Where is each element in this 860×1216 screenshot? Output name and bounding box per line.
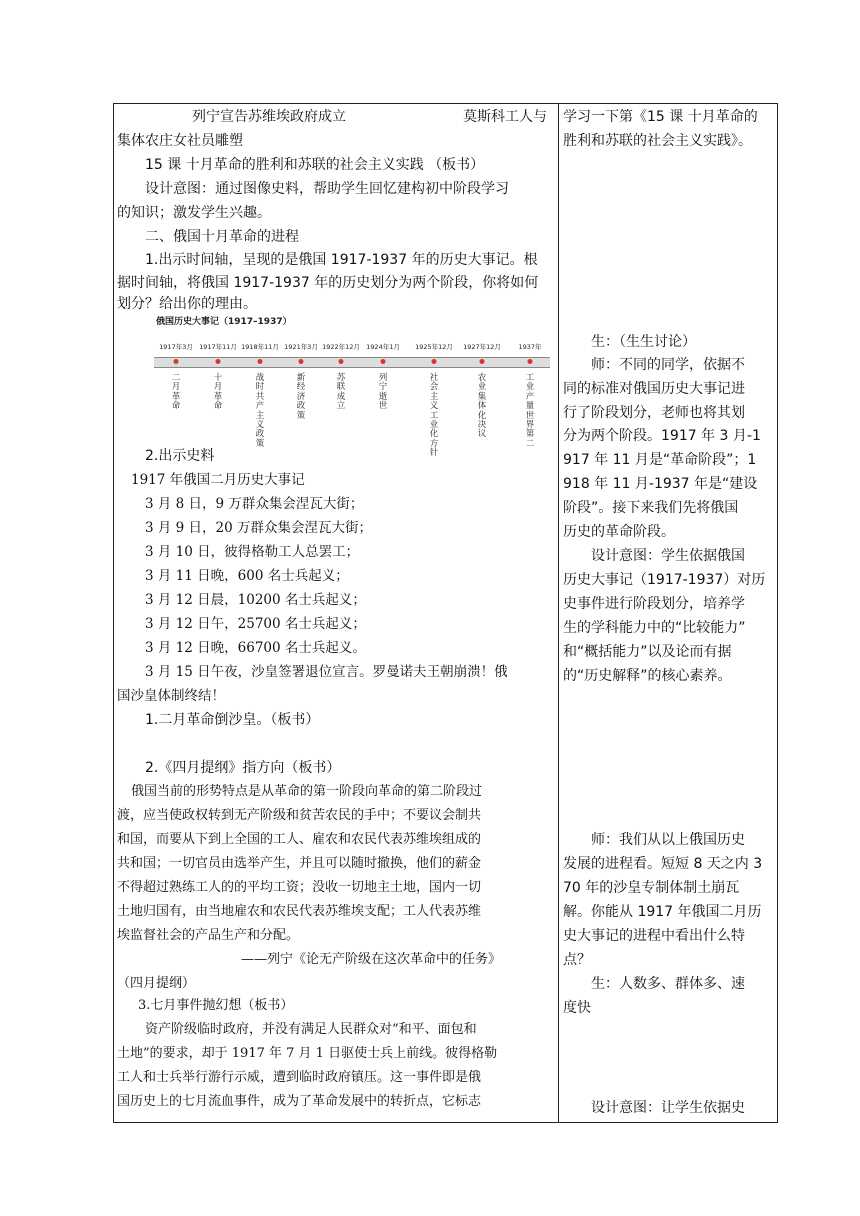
lesson-title: 15 课 十月革命的胜利和苏联的社会主义实践 （板书） <box>145 157 485 173</box>
timeline-year-label: 1921年3月 <box>284 343 318 351</box>
text-line: 发展的进程看。短短 8 天之内 3 <box>563 856 763 872</box>
text-line: 1.出示时间轴，呈现的是俄国 1917-1937 年的历史大事记。根 <box>145 252 538 268</box>
timeline-year-label: 1922年12月 <box>322 343 360 351</box>
text-line: 解。你能从 1917 年俄国二月历 <box>563 904 762 920</box>
event-line: 3 月 15 日午夜，沙皇签署退位宣言。罗曼诺夫王朝崩溃！俄 <box>145 664 508 680</box>
left-column <box>114 104 558 1122</box>
text-line: 918 年 11 月-1937 年是“建设 <box>563 476 758 492</box>
text-line: 70 年的沙皇专制体制土崩瓦 <box>563 880 740 896</box>
timeline-year-label: 1937年 <box>518 343 542 351</box>
text-line: 设计意图：通过图像史料，帮助学生回忆建构初中阶段学习 <box>145 181 509 197</box>
text-line: 2.出示史料 <box>145 448 215 464</box>
text-line: 生的学科能力中的“比较能力” <box>563 620 746 636</box>
text-line: 生：人数多、群体多、速 <box>591 976 745 992</box>
timeline-event-label: 社会主义工业化方针 <box>429 373 439 459</box>
timeline-event-label: 战时共产主义政策 <box>255 373 265 449</box>
text-line: 师：不同的同学，依据不 <box>591 357 745 373</box>
timeline-year-label: 1924年1月 <box>366 343 400 351</box>
timeline-dot <box>258 359 263 364</box>
text-line: 划分？给出你的理由。 <box>117 296 257 312</box>
timeline-dot <box>480 359 485 364</box>
timeline-event-label: 列宁逝世 <box>378 373 388 412</box>
event-line: 3 月 8 日，9 万群众集会涅瓦大街； <box>145 496 364 512</box>
event-line: 3 月 12 日晚，66700 名士兵起义。 <box>145 640 366 656</box>
text-line: 历史大事记（1917-1937）对历 <box>563 572 766 588</box>
text-line: 阶段”。接下来我们先将俄国 <box>563 500 739 516</box>
timeline-event-label: 二月革命 <box>171 373 181 412</box>
section-heading: 二、俄国十月革命的进程 <box>145 229 299 245</box>
quote-source: ——列宁《论无产阶级在这次革命中的任务》 <box>241 952 502 967</box>
text-line: 历史的革命阶段。 <box>563 524 675 540</box>
caption-lenin: 列宁宣告苏维埃政府成立 <box>192 109 346 125</box>
timeline-dot <box>381 359 386 364</box>
quote-line: 共和国；一切官员由选举产生，并且可以随时撤换，他们的薪金 <box>117 856 482 871</box>
text-line: 工人和士兵举行游行示威，遭到临时政府镇压。这一事件即是俄 <box>117 1070 482 1085</box>
timeline-bar <box>154 357 550 368</box>
text-line: 行了阶段划分，老师也将其划 <box>563 405 745 421</box>
timeline-dot <box>299 359 304 364</box>
timeline-year-label: 1917年11月 <box>199 343 237 351</box>
quote-line: 和国，而要从下到上全国的工人、雇农和农民代表苏维埃组成的 <box>117 832 482 847</box>
board-note: 1.二月革命倒沙皇。（板书） <box>145 712 320 728</box>
timeline-year-label: 1927年12月 <box>463 343 501 351</box>
event-line: 国沙皇体制终结！ <box>117 688 225 704</box>
event-line: 3 月 12 日晨，10200 名士兵起义； <box>145 592 366 608</box>
text-line: 的“历史解释”的核心素养。 <box>563 668 732 684</box>
text-line: 史大事记的进程中看出什么特 <box>563 928 745 944</box>
text-line: 生：（生生讨论） <box>591 334 696 350</box>
text-line: 胜利和苏联的社会主义实践》。 <box>563 133 752 149</box>
timeline-title: 俄国历史大事记（1917–1937） <box>156 317 292 327</box>
text-line: 点？ <box>563 952 591 968</box>
quote-line: 不得超过熟练工人的的平均工资；没收一切地主土地，国内一切 <box>117 880 482 895</box>
timeline-event-label: 新经济政策 <box>296 373 306 421</box>
timeline-year-label: 1918年11月 <box>241 343 279 351</box>
timeline-year-label: 1917年3月 <box>159 343 193 351</box>
text-line: 史事件进行阶段划分，培养学 <box>563 596 745 612</box>
column-divider <box>558 104 559 1122</box>
timeline-dot <box>528 359 533 364</box>
text-line: 据时间轴，将俄国 1917-1937 年的历史划分为两个阶段，你将如何 <box>117 275 539 291</box>
timeline-event-label: 苏联成立 <box>336 373 346 412</box>
timeline-dot <box>216 359 221 364</box>
board-note: 2.《四月提纲》指方向（板书） <box>145 760 341 776</box>
timeline-event-label: 十月革命 <box>213 373 223 412</box>
timeline-year-label: 1925年12月 <box>415 343 453 351</box>
text-line: 土地”的要求，却于 1917 年 7 月 1 日驱使士兵上前线。彼得格勒 <box>117 1046 498 1061</box>
text-line: 的知识；激发学生兴趣。 <box>117 205 271 221</box>
timeline-dot <box>174 359 179 364</box>
text-line: 分为两个阶段。1917 年 3 月-1 <box>563 428 761 444</box>
timeline-dot <box>339 359 344 364</box>
caption-statue-cont: 集体农庄女社员雕塑 <box>117 133 243 149</box>
quote-line: 俄国当前的形势特点是从革命的第一阶段向革命的第二阶段过 <box>131 784 483 799</box>
event-line: 3 月 11 日晚，600 名士兵起义； <box>145 568 349 584</box>
text-line: 度快 <box>563 1000 591 1016</box>
quote-line: 渡，应当使政权转到无产阶级和贫苦农民的手中；不要议会制共 <box>117 808 482 823</box>
event-line: 3 月 10 日，彼得格勒工人总罢工； <box>145 544 360 560</box>
text-line: 国历史上的七月流血事件，成为了革命发展中的转折点，它标志 <box>117 1094 482 1109</box>
timeline-event-label: 农业集体化决议 <box>477 373 487 440</box>
board-note: 3.七月事件抛幻想（板书） <box>138 998 294 1013</box>
text-line: 同的标准对俄国历史大事记进 <box>563 381 745 397</box>
event-line: 3 月 9 日，20 万群众集会涅瓦大街； <box>145 520 373 536</box>
lesson-table <box>113 103 778 1123</box>
event-line: 3 月 12 日午，25700 名士兵起义； <box>145 616 366 632</box>
right-column <box>560 104 778 1122</box>
caption-statue: 莫斯科工人与 <box>463 109 547 125</box>
text-line: 师：我们从以上俄国历史 <box>591 832 745 848</box>
text-line: 学习一下第《15 课 十月革命的 <box>563 109 758 125</box>
quote-line: 埃监督社会的产品生产和分配。 <box>117 928 300 943</box>
quote-line: 土地归国有，由当地雇农和农民代表苏维埃支配；工人代表苏维 <box>117 904 482 919</box>
text-line: 917 年 11 月是“革命阶段”；1 <box>563 452 757 468</box>
text-line: 设计意图：让学生依据史 <box>591 1100 745 1116</box>
timeline-event-label: 工业产量世界第二 <box>525 373 535 449</box>
quote-source: （四月提纲） <box>117 976 196 991</box>
text-line: 资产阶级临时政府，并没有满足人民群众对“和平、面包和 <box>145 1022 477 1037</box>
timeline-dot <box>432 359 437 364</box>
text-line: 和“概括能力”以及论而有据 <box>563 644 732 660</box>
source-title: 1917 年俄国二月历史大事记 <box>131 472 305 488</box>
text-line: 设计意图：学生依据俄国 <box>591 548 745 564</box>
